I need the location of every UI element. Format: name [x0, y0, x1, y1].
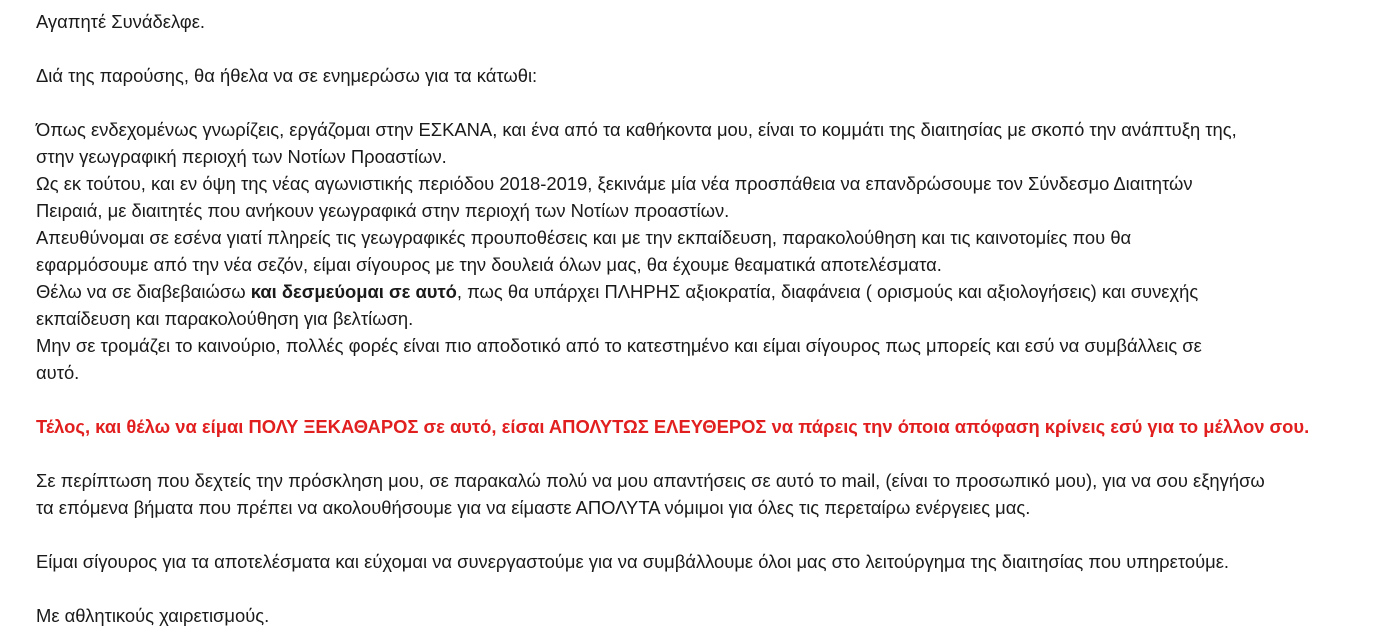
request-line: τα επόμενα βήματα που πρέπει να ακολουθήσουμε για να είμαστε ΑΠΟΛΥΤΑ νόμιμοι για όλες τις περεταίρω ενέργειες μας.: [36, 497, 1031, 518]
body-line: Μην σε τρομάζει το καινούριο, πολλές φορές είναι πιο αποδοτικό από το κατεστημένο και είμαι σίγουρος πως μπορείς και εσύ να συμβάλλεις σε: [36, 335, 1202, 356]
body-line: εφαρμόσουμε από την νέα σεζόν, είμαι σίγουρος με την δουλειά όλων μας, θα έχουμε θεαματικά αποτελέσματα.: [36, 254, 942, 275]
body-line: Πειραιά, με διαιτητές που ανήκουν γεωγραφικά στην περιοχή των Νοτίων προαστίων.: [36, 200, 730, 221]
paragraph-gap: [36, 440, 1356, 467]
body-line-commitment: [36, 278, 1356, 305]
email-body: [36, 8, 1356, 629]
body-line: Απευθύνομαι σε εσένα γιατί πληρείς τις γεωγραφικές προυποθέσεις και με την εκπαίδευση, παρακολούθηση και τις καινοτομίες που θα: [36, 227, 1132, 248]
body-line: εκπαίδευση και παρακολούθηση για βελτίωση.: [36, 308, 414, 329]
commitment-bold-text: και δεσμεύομαι σε αυτό: [250, 281, 457, 302]
paragraph-gap: [36, 35, 1356, 62]
paragraph-gap: [36, 89, 1356, 116]
body-line: αυτό.: [36, 362, 80, 383]
greeting: Αγαπητέ Συνάδελφε.: [36, 11, 206, 32]
commitment-text-end: , πως θα υπάρχει ΠΛΗΡΗΣ αξιοκρατία, διαφάνεια ( ορισμούς και αξιολογήσεις) και συνεχής: [456, 281, 1199, 302]
main-paragraph: [36, 116, 1356, 386]
intro-line: Διά της παρούσης, θα ήθελα να σε ενημερώσω για τα κάτωθι:: [36, 65, 538, 86]
warning-statement: Τέλος, και θέλω να είμαι ΠΟΛΥ ΞΕΚΑΘΑΡΟΣ σε αυτό, είσαι ΑΠΟΛΥΤΩΣ ΕΛΕΥΘΕΡΟΣ να πάρεις την όποια απόφαση κρίνεις εσύ για το μέλλον σου.: [36, 416, 1310, 437]
closing-line: Είμαι σίγουρος για τα αποτελέσματα και εύχομαι να συνεργαστούμε για να συμβάλλουμε όλοι μας στο λειτούργημα της διαιτησίας που υπηρετούμε.: [36, 551, 1230, 572]
paragraph-gap: [36, 521, 1356, 548]
signoff: Με αθλητικούς χαιρετισμούς.: [36, 605, 270, 626]
commitment-text-start: Θέλω να σε διαβεβαιώσω: [36, 281, 251, 302]
body-line: Ως εκ τούτου, και εν όψη της νέας αγωνιστικής περιόδου 2018-2019, ξεκινάμε μία νέα προσπάθεια να επανδρώσουμε τον Σύνδεσμο Διαιτητών: [36, 173, 1193, 194]
request-paragraph: [36, 467, 1356, 521]
paragraph-gap: [36, 386, 1356, 413]
body-line: Όπως ενδεχομένως γνωρίζεις, εργάζομαι στην ΕΣΚΑΝΑ, και ένα από τα καθήκοντα μου, είναι το κομμάτι της διαιτησίας με σκοπό την ανάπτυξη της,: [36, 119, 1237, 140]
request-line: Σε περίπτωση που δεχτείς την πρόσκληση μου, σε παρακαλώ πολύ να μου απαντήσεις σε αυτό το mail, (είναι το προσωπικό μου), για να σου εξηγήσω: [36, 470, 1265, 491]
paragraph-gap: [36, 575, 1356, 602]
body-line: στην γεωγραφική περιοχή των Νοτίων Προαστίων.: [36, 146, 447, 167]
